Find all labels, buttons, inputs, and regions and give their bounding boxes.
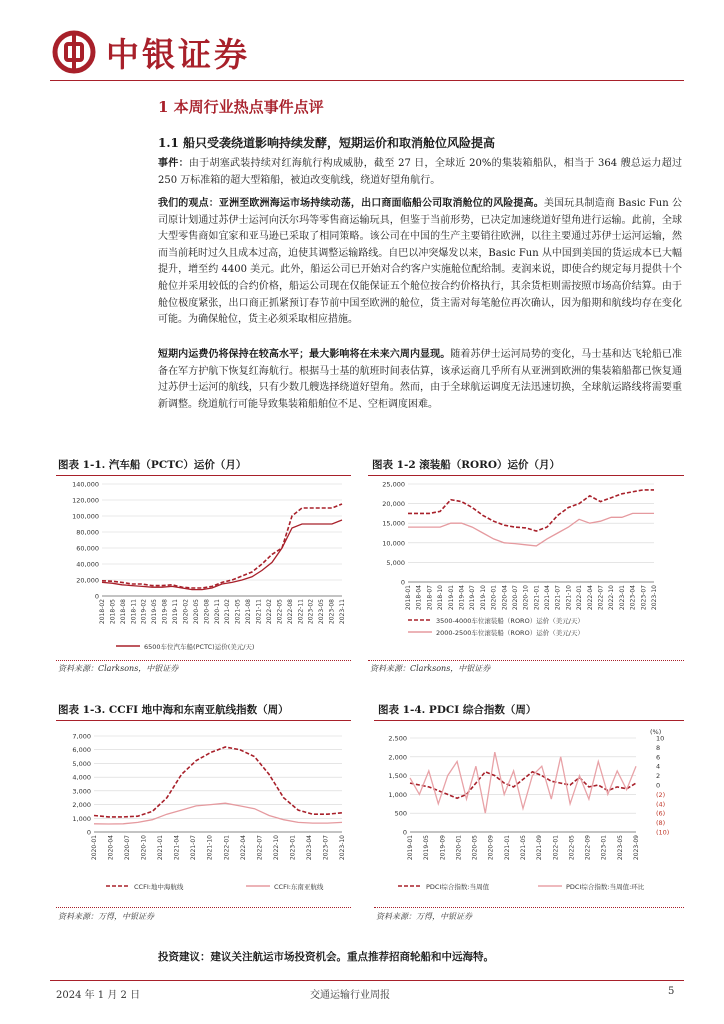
x-tick-label: 2023-01 xyxy=(600,835,608,861)
legend-label: 6500车位汽车船(PCTC)运价(美元/天) xyxy=(144,643,255,651)
y-tick-label: 60,000 xyxy=(76,544,99,553)
x-tick-label: 2019-09 xyxy=(439,835,447,861)
figure-1-source-rule xyxy=(56,660,351,661)
legend-label: PDCI综合指数:当周值:环比 xyxy=(566,883,645,891)
y2-tick-label: 10 xyxy=(656,734,665,743)
x-tick-label: 2023-01 xyxy=(289,835,297,861)
x-tick-label: 2021-11 xyxy=(255,599,263,625)
x-tick-label: 2022-11 xyxy=(297,599,305,625)
figure-4-rule xyxy=(374,720,684,721)
y-tick-label: 2,500 xyxy=(388,734,407,743)
company-logo xyxy=(52,30,250,74)
x-tick-label: 2022-04 xyxy=(239,835,247,861)
y-tick-label: 3,000 xyxy=(72,787,91,796)
view-text: 美国玩具制造商 Basic Fun 公司原计划通过苏伊士运河向沃尔玛等零售商运输玩具，但鉴于当前形势，已决定加速绕道好望角进行运输。此前，全球大型零售商如宜家和亚马逊已采取了相同策略。该公司在中国的生产主要销往欧洲，以往主要通过苏伊士运河运输，然而当前耗时过久且成本过高，迫使其调整运输路线。自巴以冲突爆发以来，Basic Fun 从中国到美国的货运成本已大幅提升，增至约 4400 美元。此外，船运公司已开始对合约客户实施舱位配给制。麦润来说，即使合约规定每月提供十个舱位并采用较低的合约价格，船运公司现在仅能保证五个舱位按合约价格执行，其余货柜则需按照市场高价结算。由于舱位极度紧张，出口商正抓紧预订春节前中国至欧洲的舱位，货主需对每笔舱位再次确认，因为船期和航线均存在变化可能。为确保舱位，货主必须采取相应措施。 xyxy=(158,198,682,326)
x-tick-label: 2021-04 xyxy=(544,585,552,611)
x-tick-label: 2023-02 xyxy=(307,599,315,625)
footer-divider xyxy=(50,980,684,981)
legend-label: 3500-4000车位滚装船（RORO）运价（美元/天） xyxy=(436,617,584,625)
header-divider xyxy=(50,80,684,81)
y-tick-label: 120,000 xyxy=(72,496,99,505)
x-tick-label: 2023-05 xyxy=(616,835,624,861)
short-term-text: 随着苏伊士运河局势的变化，马士基和达飞轮船已准备在军方护航下恢复红海航行。根据马士基的航班时间表估算，该承运商几乎所有从亚洲到欧洲的集装箱船都已恢复通过苏伊士运河的航线，只有少数几艘选择绕道好望角。然而，由于全球航运调度无法迅速切换，全球航运路线将需要重新调整。绕道航行可能导致集装箱船舶位不足、空柜调度困难。 xyxy=(158,349,683,410)
y2-tick-label: 2 xyxy=(656,772,661,781)
section-title: 1 本周行业热点事件点评 xyxy=(158,98,324,116)
view-label: 我们的观点：亚洲至欧洲海运市场持续动荡，出口商面临船公司取消舱位的风险提高。 xyxy=(158,198,544,209)
y-tick-label: 10,000 xyxy=(382,539,405,548)
figure-2-source-rule xyxy=(368,660,684,661)
x-tick-label: 2021-09 xyxy=(536,835,544,861)
x-tick-label: 2021-05 xyxy=(234,599,242,625)
y2-tick-label: 8 xyxy=(656,743,661,752)
x-tick-label: 2020-07 xyxy=(511,585,519,611)
x-tick-label: 2022-01 xyxy=(223,835,231,861)
x-tick-label: 2019-01 xyxy=(407,835,414,861)
x-tick-label: 2021-10 xyxy=(206,835,214,861)
x-tick-label: 2019-08 xyxy=(161,599,169,625)
y2-tick-label: (4) xyxy=(656,800,666,809)
x-tick-label: 2019-11 xyxy=(172,599,180,625)
figure-3-title: 图表 1-3. CCFI 地中海和东南亚航线指数（周） xyxy=(58,704,289,716)
y2-tick-label: 0 xyxy=(656,781,661,790)
x-tick-label: 2020-01 xyxy=(490,585,498,611)
x-tick-label: 2021-01 xyxy=(533,585,541,611)
x-tick-label: 2022-04 xyxy=(586,585,594,611)
y2-tick-label: (8) xyxy=(656,819,666,828)
y2-tick-label: (2) xyxy=(656,790,666,799)
x-tick-label: 2020-08 xyxy=(203,599,211,625)
chart-roro-rates xyxy=(368,478,686,658)
x-tick-label: 2018-04 xyxy=(415,585,423,611)
x-tick-label: 2020-02 xyxy=(182,599,190,625)
y-tick-label: 20,000 xyxy=(76,576,99,585)
y-tick-label: 40,000 xyxy=(76,560,99,569)
figure-1-rule xyxy=(56,475,351,476)
x-tick-label: 2019-02 xyxy=(140,599,148,625)
x-tick-label: 2020-09 xyxy=(487,835,495,861)
x-tick-label: 2019-05 xyxy=(423,835,431,861)
investment-advice: 投资建议：建议关注航运市场投资机会。重点推荐招商轮船和中远海特。 xyxy=(158,951,494,963)
y-tick-label: 500 xyxy=(394,809,407,818)
figure-3-source: 资料来源：万得，中银证券 xyxy=(58,912,154,921)
y-tick-label: 0 xyxy=(402,828,407,837)
chart-pdci-index xyxy=(374,724,686,904)
x-tick-label: 2020-05 xyxy=(192,599,200,625)
y-tick-label: 5,000 xyxy=(72,759,91,768)
y-tick-label: 0 xyxy=(86,828,91,837)
y-tick-label: 2,000 xyxy=(388,753,407,762)
y2-unit-label: (%) xyxy=(650,728,662,736)
subsection-title: 1.1 船只受袭绕道影响持续发酵，短期运价和取消舱位风险提高 xyxy=(158,136,496,150)
y-tick-label: 0 xyxy=(94,592,99,601)
series-line-2 xyxy=(102,504,342,588)
series-line-1 xyxy=(102,520,342,590)
x-tick-label: 2018-05 xyxy=(109,599,117,625)
x-tick-label: 2021-10 xyxy=(565,585,573,611)
x-tick-label: 2022-08 xyxy=(286,599,294,625)
x-tick-label: 2020-11 xyxy=(213,599,221,625)
series-line-2 xyxy=(94,803,342,824)
y-tick-label: 6,000 xyxy=(72,746,91,755)
x-tick-label: 2020-05 xyxy=(471,835,479,861)
x-tick-label: 2018-07 xyxy=(426,585,434,611)
x-tick-label: 2022-01 xyxy=(552,835,560,861)
legend-label: 2000-2500车位滚装船（RORO）运价（美元/天） xyxy=(436,629,584,637)
figure-1-title: 图表 1-1. 汽车船（PCTC）运价（月） xyxy=(58,459,247,471)
x-tick-label: 2023-08 xyxy=(328,599,336,625)
figure-2-rule xyxy=(368,475,684,476)
figure-4-title: 图表 1-4. PDCI 综合指数（周） xyxy=(378,704,537,716)
x-tick-label: 2022-02 xyxy=(265,599,273,625)
y-tick-label: 15,000 xyxy=(382,519,405,528)
x-tick-label: 2023-05 xyxy=(318,599,326,625)
footer-date: 2024 年 1 月 2 日 xyxy=(56,990,141,1001)
figure-2-title: 图表 1-2 滚装船（RORO）运价（月） xyxy=(372,459,561,471)
y-tick-label: 80,000 xyxy=(76,528,99,537)
x-tick-label: 2020-04 xyxy=(107,835,115,861)
x-tick-label: 2023-11 xyxy=(339,599,346,625)
x-tick-label: 2023-07 xyxy=(322,835,330,861)
x-tick-label: 2023-09 xyxy=(633,835,640,861)
x-tick-label: 2020-10 xyxy=(140,835,148,861)
y2-tick-label: 4 xyxy=(656,762,661,771)
x-tick-label: 2022-09 xyxy=(584,835,592,861)
paragraph-event xyxy=(158,156,682,189)
x-tick-label: 2019-10 xyxy=(479,585,487,611)
y-tick-label: 1,000 xyxy=(72,814,91,823)
figure-4-source: 资料来源：万得，中银证券 xyxy=(376,912,472,921)
x-tick-label: 2018-10 xyxy=(437,585,445,611)
figure-2-source: 资料来源：Clarksons，中银证券 xyxy=(370,664,491,673)
y-tick-label: 25,000 xyxy=(382,480,405,489)
x-tick-label: 2020-01 xyxy=(455,835,463,861)
y-tick-label: 1,000 xyxy=(388,790,407,799)
y-tick-label: 100,000 xyxy=(72,512,99,521)
legend-label: CCFI:地中海航线 xyxy=(134,883,184,891)
x-tick-label: 2021-05 xyxy=(520,835,527,861)
legend-label: PDCI综合指数:当周值 xyxy=(426,883,490,891)
x-tick-label: 2019-07 xyxy=(469,585,477,611)
y2-tick-label: (10) xyxy=(656,828,670,837)
chart-ccfi-index xyxy=(56,724,354,904)
y-tick-label: 5,000 xyxy=(386,558,405,567)
x-tick-label: 2022-05 xyxy=(276,599,284,625)
figure-3-source-rule xyxy=(56,907,351,908)
event-text: 由于胡塞武装持续对红海航行构成威胁，截至 27 日，全球近 20%的集装箱船队，相当于 364 艘总运力超过 250 万标准箱的超大型箱船，被迫改变航线，绕道好望角航行。 xyxy=(158,158,683,186)
x-tick-label: 2018-01 xyxy=(405,585,412,611)
figure-3-rule xyxy=(56,720,351,721)
x-tick-label: 2018-02 xyxy=(99,599,106,625)
x-tick-label: 2023-10 xyxy=(339,835,346,861)
x-tick-label: 2023-07 xyxy=(640,585,648,611)
figure-4-source-rule xyxy=(374,907,684,908)
event-label: 事件： xyxy=(158,158,189,169)
x-tick-label: 2023-04 xyxy=(629,585,637,611)
x-tick-label: 2023-04 xyxy=(305,835,313,861)
x-tick-label: 2021-08 xyxy=(245,599,253,625)
x-tick-label: 2019-04 xyxy=(458,585,466,611)
y-tick-label: 7,000 xyxy=(72,732,91,741)
y-tick-label: 140,000 xyxy=(72,480,99,489)
x-tick-label: 2022-05 xyxy=(568,835,576,861)
figure-1-source: 资料来源：Clarksons，中银证券 xyxy=(58,664,179,673)
chart-pctc-rates xyxy=(56,478,354,658)
x-tick-label: 2021-07 xyxy=(190,835,198,861)
paragraph-view xyxy=(158,196,682,329)
paragraph-short-term xyxy=(158,347,682,413)
x-tick-label: 2020-07 xyxy=(124,835,132,861)
x-tick-label: 2019-05 xyxy=(151,599,159,625)
x-tick-label: 2021-01 xyxy=(157,835,165,861)
short-term-label: 短期内运费仍将保持在较高水平；最大影响将在未来六周内显现。 xyxy=(158,349,451,360)
bank-of-china-logo-icon xyxy=(52,30,96,74)
x-tick-label: 2021-02 xyxy=(224,599,232,625)
y-tick-label: 20,000 xyxy=(382,500,405,509)
company-name: 中银证券 xyxy=(106,34,250,74)
x-tick-label: 2022-07 xyxy=(256,835,264,861)
y2-tick-label: 6 xyxy=(656,753,661,762)
y-tick-label: 0 xyxy=(400,578,405,587)
x-tick-label: 2022-07 xyxy=(597,585,605,611)
x-tick-label: 2021-04 xyxy=(173,835,181,861)
x-tick-label: 2021-07 xyxy=(554,585,562,611)
x-tick-label: 2023-10 xyxy=(651,585,658,611)
x-tick-label: 2020-01 xyxy=(91,835,98,861)
x-tick-label: 2018-08 xyxy=(119,599,127,625)
legend-label: CCFI:东南亚航线 xyxy=(274,883,324,891)
y-tick-label: 4,000 xyxy=(72,773,91,782)
y-tick-label: 1,500 xyxy=(388,772,407,781)
series-line-2 xyxy=(410,752,636,813)
series-line-1 xyxy=(94,747,342,817)
x-tick-label: 2020-10 xyxy=(522,585,530,611)
footer-report-title: 交通运输行业周报 xyxy=(310,990,390,1001)
x-tick-label: 2020-04 xyxy=(501,585,509,611)
x-tick-label: 2018-11 xyxy=(130,599,138,625)
y-tick-label: 2,000 xyxy=(72,801,91,810)
x-tick-label: 2023-01 xyxy=(618,585,626,611)
footer-page-number: 5 xyxy=(668,986,675,997)
x-tick-label: 2022-10 xyxy=(272,835,280,861)
x-tick-label: 2022-10 xyxy=(608,585,616,611)
x-tick-label: 2021-01 xyxy=(503,835,511,861)
y2-tick-label: (6) xyxy=(656,809,666,818)
x-tick-label: 2022-01 xyxy=(576,585,584,611)
x-tick-label: 2019-01 xyxy=(447,585,455,611)
